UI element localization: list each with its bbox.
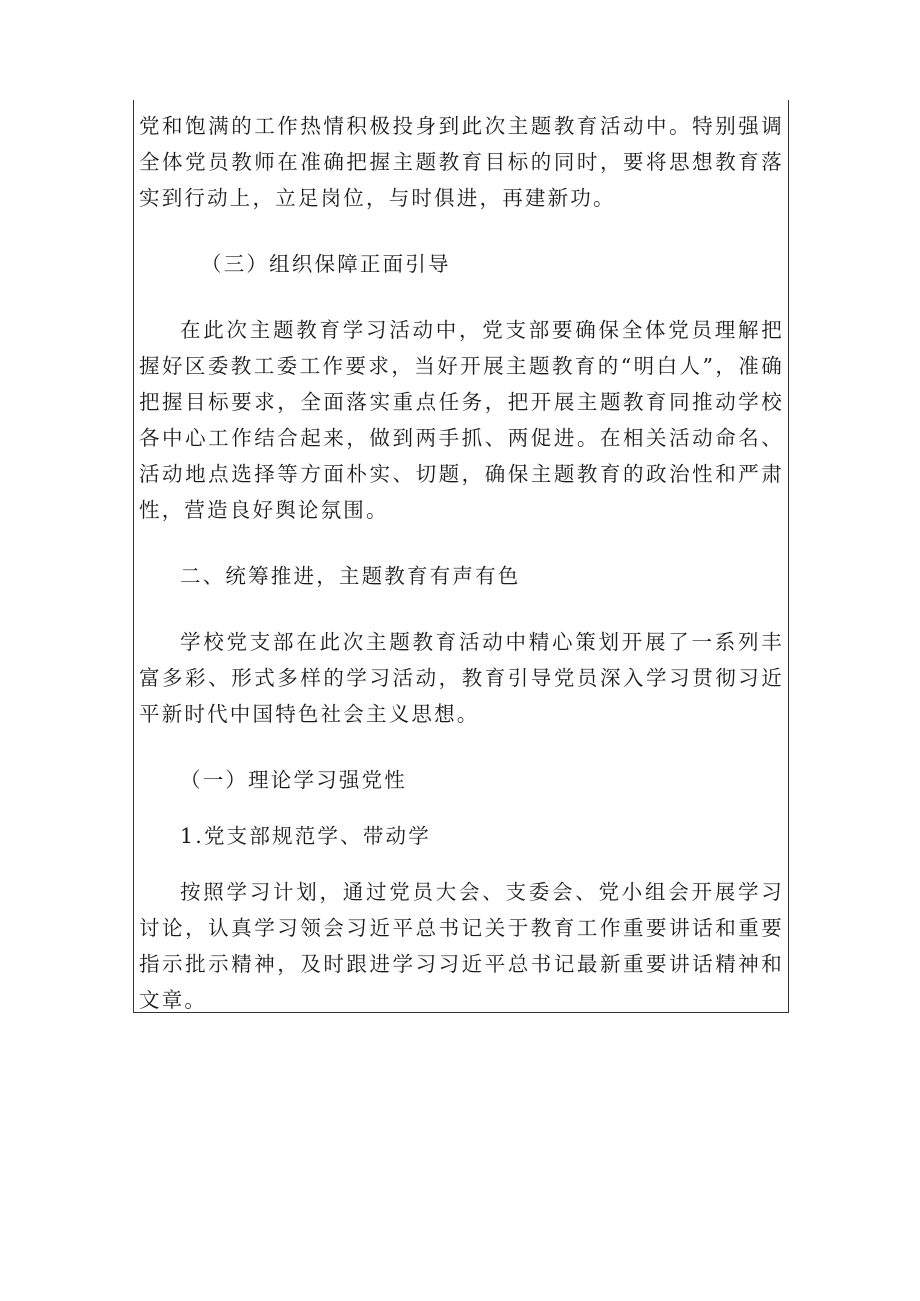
- paragraph-coordination: 学校党支部在此次主题教育活动中精心策划开展了一系列丰富多彩、形式多样的学习活动，教育引导党员深入学习贯彻习近平新时代中国特色社会主义思想。: [139, 630, 784, 726]
- paragraph-continuation: 党和饱满的工作热情积极投身到此次主题教育活动中。特别强调全体党员教师在准确把握主题教育目标的同时，要将思想教育落实到行动上，立足岗位，与时俱进，再建新功。: [139, 114, 784, 210]
- document-table-cell: [133, 100, 789, 1013]
- section-heading-theory: （一）理论学习强党性: [180, 768, 407, 792]
- subheading-branch-study: 1.党支部规范学、带动学: [180, 824, 431, 848]
- paragraph-organization: 在此次主题教育学习活动中，党支部要确保全体党员理解把握好区委教工委工作要求，当好开展主题教育的“明白人”，准确把握目标要求，全面落实重点任务，把开展主题教育同推动学校各中心工作结合起来，做到两手抓、两促进。在相关活动命名、活动地点选择等方面朴实、切题，确保主题教育的政治性和严肃性，营造良好舆论氛围。: [139, 318, 784, 522]
- document-body: [139, 108, 784, 1018]
- section-heading-coordination: 二、统筹推进，主题教育有声有色: [180, 564, 521, 588]
- section-heading-organization: （三）组织保障正面引导: [201, 252, 451, 276]
- paragraph-branch-study: 按照学习计划，通过党员大会、支委会、党小组会开展学习讨论，认真学习领会习近平总书记关于教育工作重要讲话和重要指示批示精神，及时跟进学习习近平总书记最新重要讲话精神和文章。: [139, 880, 784, 1012]
